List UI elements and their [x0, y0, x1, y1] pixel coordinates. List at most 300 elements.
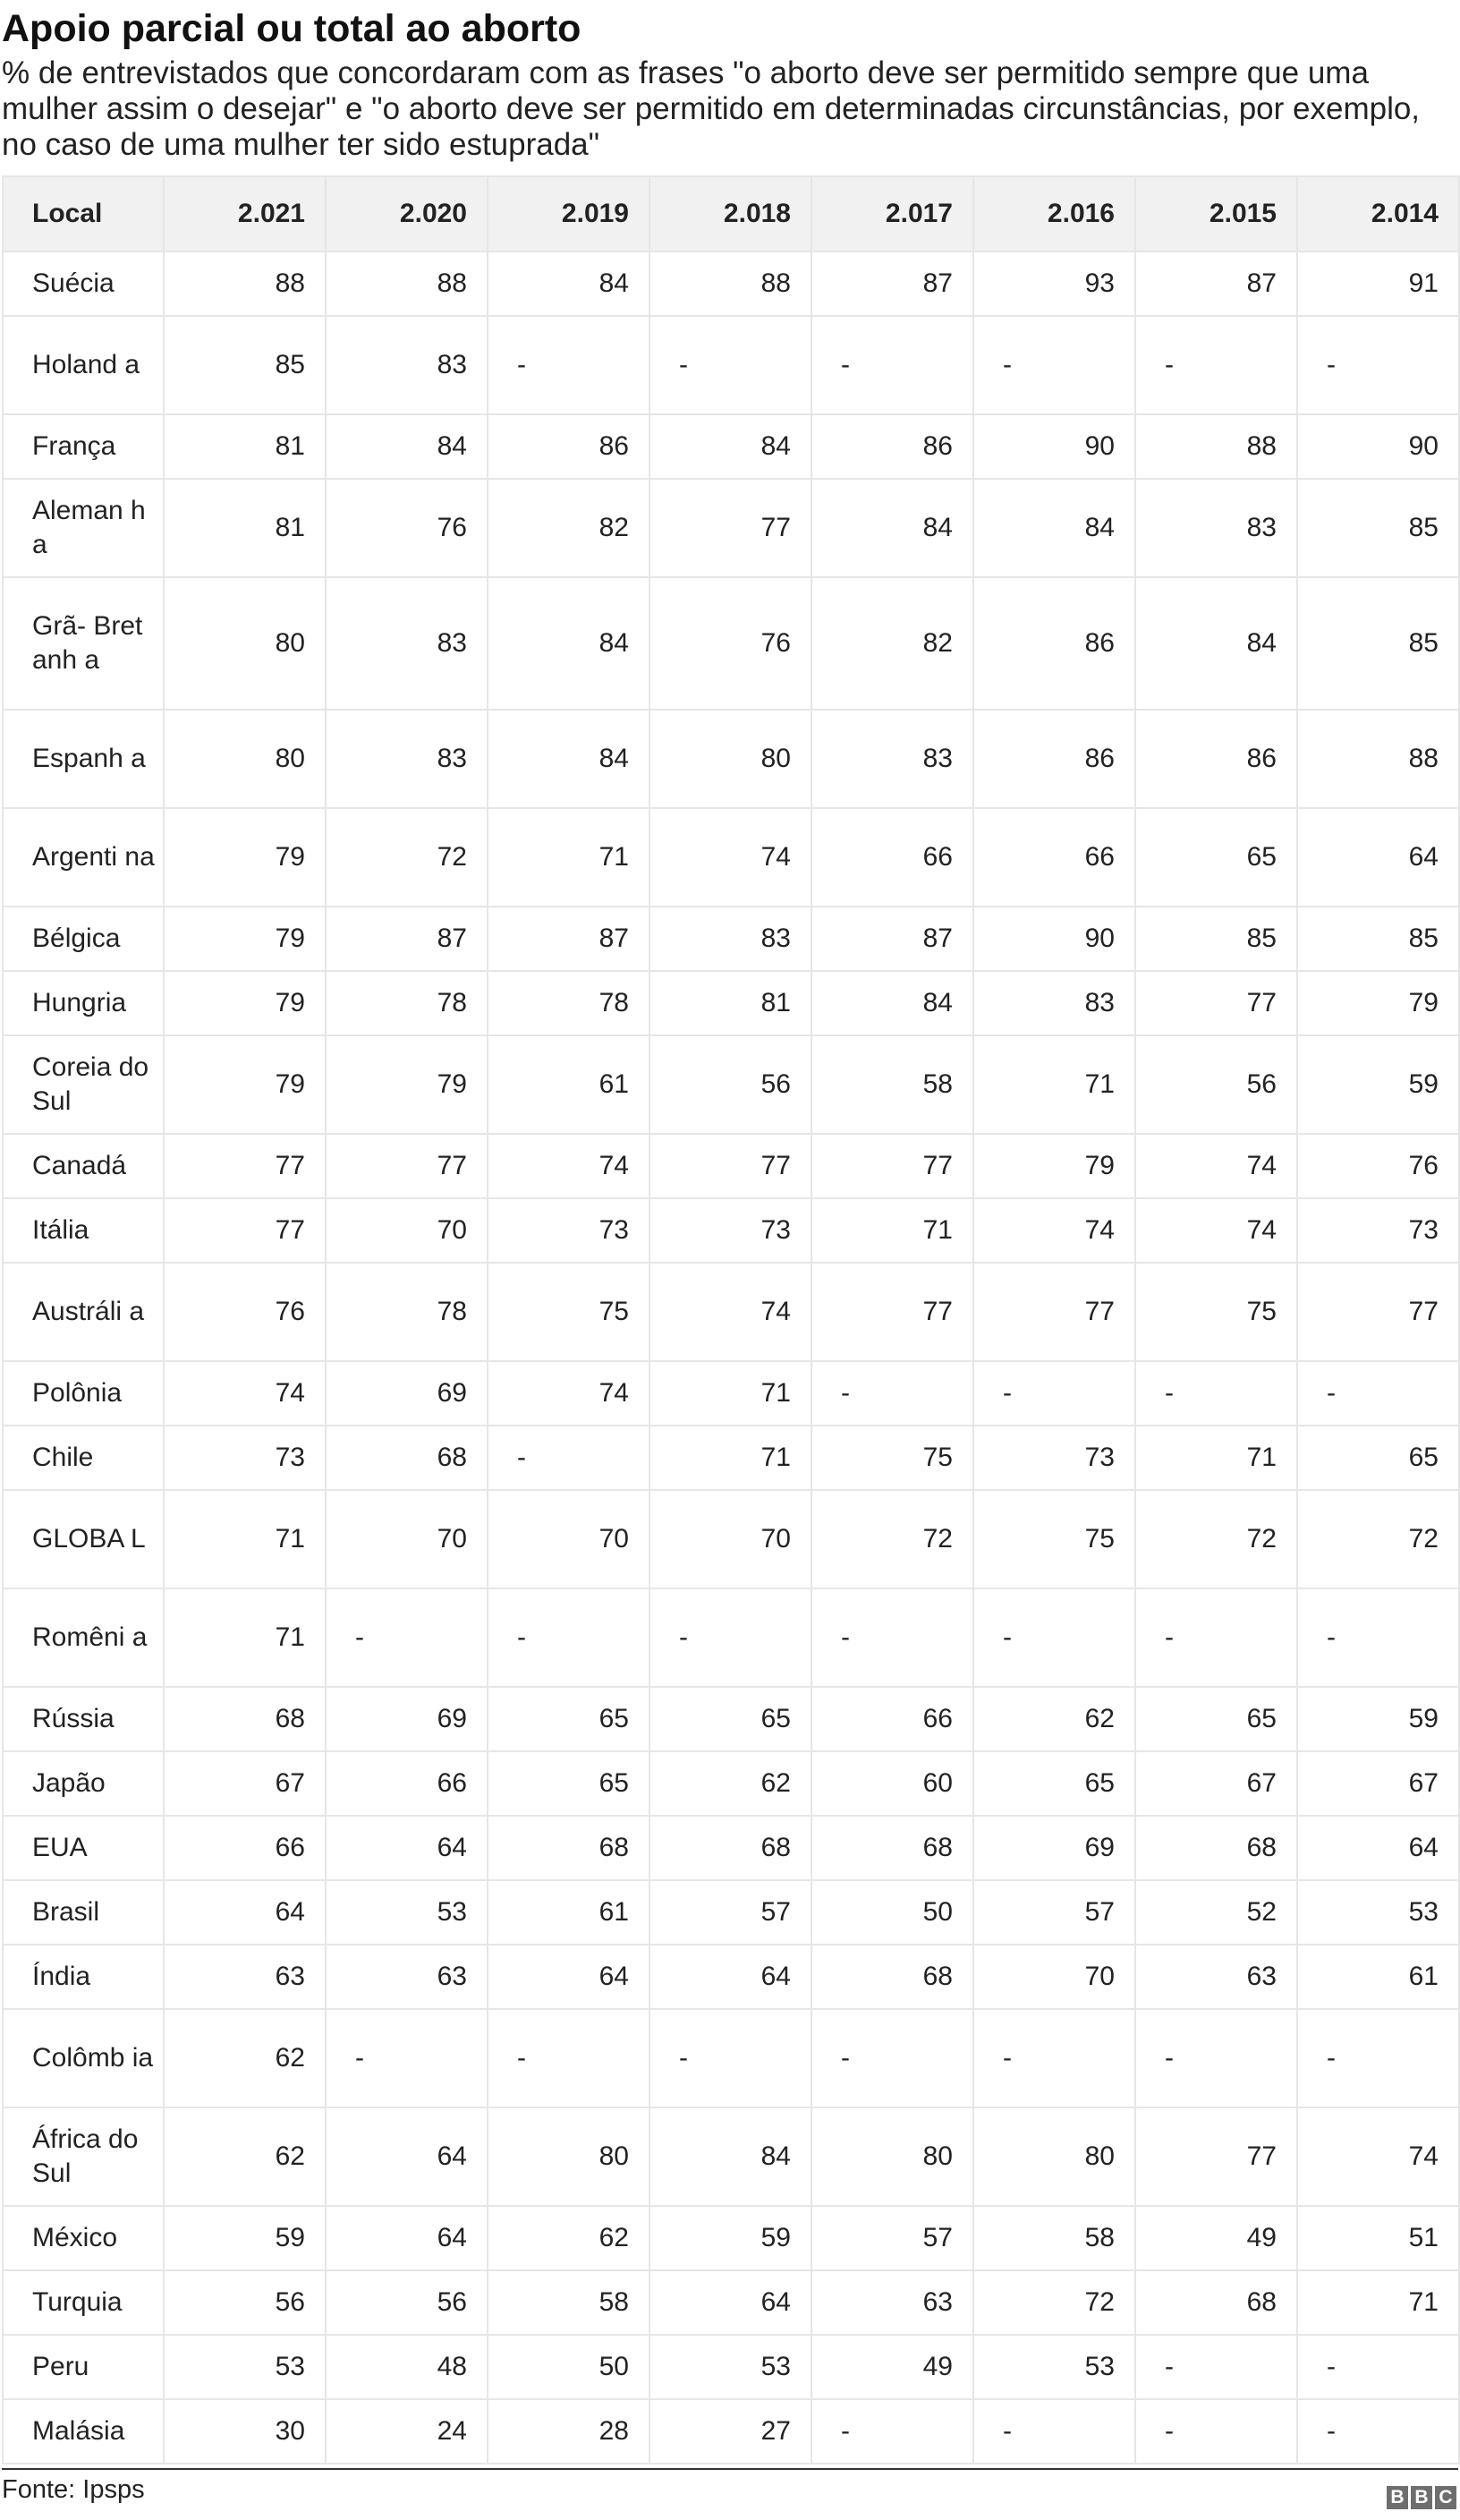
- table-cell: 74: [1135, 1198, 1297, 1263]
- table-row: [3, 1945, 1459, 2009]
- table-row: [3, 2009, 1459, 2107]
- column-header-2015: 2.015: [1135, 176, 1297, 251]
- column-header-2014: 2.014: [1297, 176, 1459, 251]
- table-cell: 77: [1297, 1263, 1459, 1361]
- table-cell: 65: [488, 1687, 649, 1751]
- table-row: [3, 479, 1459, 577]
- table-cell: 72: [1297, 1490, 1459, 1588]
- table-cell: 91: [1297, 251, 1459, 316]
- table-cell: -: [488, 316, 649, 414]
- table-cell: 79: [164, 808, 326, 907]
- table-cell: 83: [649, 907, 811, 971]
- table-cell: 77: [164, 1134, 326, 1198]
- table-cell: 56: [326, 2270, 488, 2335]
- table-row: [3, 907, 1459, 971]
- table-cell: 62: [649, 1751, 811, 1816]
- table-cell: 74: [649, 1263, 811, 1361]
- table-cell: 64: [164, 1880, 326, 1945]
- table-cell: 70: [326, 1198, 488, 1263]
- table-cell: 65: [973, 1751, 1135, 1816]
- table-cell: 68: [164, 1687, 326, 1751]
- table-cell: 30: [164, 2399, 326, 2464]
- table-cell: 59: [1297, 1687, 1459, 1751]
- table-cell: 71: [649, 1426, 811, 1490]
- row-label: Aleman ha: [3, 479, 164, 577]
- table-row: [3, 1490, 1459, 1588]
- table-cell: 75: [973, 1490, 1135, 1588]
- table-cell: 63: [326, 1945, 488, 2009]
- table-cell: 79: [326, 1035, 488, 1134]
- table-cell: 72: [811, 1490, 973, 1588]
- table-cell: 65: [649, 1687, 811, 1751]
- table-cell: 76: [1297, 1134, 1459, 1198]
- table-cell: 90: [973, 414, 1135, 479]
- table-cell: 84: [488, 577, 649, 710]
- table-row: [3, 2270, 1459, 2335]
- table-cell: 62: [164, 2107, 326, 2206]
- table-row: [3, 1687, 1459, 1751]
- table-row: [3, 414, 1459, 479]
- row-label: Coreia do Sul: [3, 1035, 164, 1134]
- column-header-2016: 2.016: [973, 176, 1135, 251]
- table-cell: -: [326, 2009, 488, 2107]
- row-label: Japão: [3, 1751, 164, 1816]
- table-cell: 56: [1135, 1035, 1297, 1134]
- row-label: Índia: [3, 1945, 164, 2009]
- table-cell: 64: [1297, 808, 1459, 907]
- table-row: [3, 2107, 1459, 2206]
- table-cell: 66: [811, 1687, 973, 1751]
- table-row: [3, 1816, 1459, 1880]
- table-cell: 69: [326, 1687, 488, 1751]
- table-cell: 61: [1297, 1945, 1459, 2009]
- row-label: França: [3, 414, 164, 479]
- chart-subtitle: % de entrevistados que concordaram com as frases "o aborto deve ser permitido sempre que uma mulher assim o desejar" e "o aborto deve ser permitido em determinadas circunstâncias, por exemplo, no caso de uma mulher ter sido estuprada": [2, 55, 1421, 162]
- table-cell: -: [973, 1361, 1135, 1426]
- row-label: Grã- Bretanh a: [3, 577, 164, 710]
- table-cell: 65: [488, 1751, 649, 1816]
- footer-divider: [2, 2468, 1458, 2470]
- table-cell: 58: [811, 1035, 973, 1134]
- table-cell: 66: [973, 808, 1135, 907]
- logo-letter: B: [1411, 2486, 1432, 2509]
- table-cell: -: [1297, 2009, 1459, 2107]
- table-cell: 82: [811, 577, 973, 710]
- logo-letter: B: [1387, 2486, 1408, 2509]
- table-row: [3, 1588, 1459, 1687]
- table-cell: 77: [649, 1134, 811, 1198]
- table-cell: 71: [488, 808, 649, 907]
- table-row: [3, 1361, 1459, 1426]
- row-label: África do Sul: [3, 2107, 164, 2206]
- table-cell: -: [326, 1588, 488, 1687]
- table-cell: 83: [973, 971, 1135, 1035]
- column-header-2019: 2.019: [488, 176, 649, 251]
- table-cell: 63: [164, 1945, 326, 2009]
- table-cell: 73: [1297, 1198, 1459, 1263]
- table-cell: 77: [649, 479, 811, 577]
- table-cell: 74: [488, 1134, 649, 1198]
- table-row: [3, 251, 1459, 316]
- table-cell: 66: [326, 1751, 488, 1816]
- table-cell: 59: [164, 2206, 326, 2270]
- table-row: [3, 971, 1459, 1035]
- table-cell: 62: [488, 2206, 649, 2270]
- column-header-2021: 2.021: [164, 176, 326, 251]
- table-cell: -: [973, 1588, 1135, 1687]
- table-cell: 77: [811, 1134, 973, 1198]
- table-row: [3, 1880, 1459, 1945]
- table-cell: -: [1135, 2335, 1297, 2399]
- table-cell: 80: [164, 710, 326, 808]
- row-label: Suécia: [3, 251, 164, 316]
- table-cell: -: [1135, 1361, 1297, 1426]
- table-cell: 68: [1135, 2270, 1297, 2335]
- table-cell: 76: [164, 1263, 326, 1361]
- source-note: Fonte: Ipsps: [2, 2475, 145, 2504]
- table-cell: 78: [326, 971, 488, 1035]
- table-cell: -: [1297, 316, 1459, 414]
- table-cell: 77: [1135, 2107, 1297, 2206]
- table-cell: 74: [164, 1361, 326, 1426]
- table-row: [3, 1263, 1459, 1361]
- table-cell: 81: [164, 479, 326, 577]
- table-row: [3, 2206, 1459, 2270]
- table-cell: 88: [1297, 710, 1459, 808]
- table-cell: 75: [488, 1263, 649, 1361]
- table-cell: 85: [164, 316, 326, 414]
- row-label: Hungria: [3, 971, 164, 1035]
- row-label: Brasil: [3, 1880, 164, 1945]
- row-label: México: [3, 2206, 164, 2270]
- table-cell: 84: [649, 414, 811, 479]
- table-cell: 86: [811, 414, 973, 479]
- row-label: GLOBA L: [3, 1490, 164, 1588]
- table-cell: 84: [649, 2107, 811, 2206]
- table-cell: 84: [488, 251, 649, 316]
- table-cell: 70: [326, 1490, 488, 1588]
- table-cell: 77: [326, 1134, 488, 1198]
- column-header-2020: 2.020: [326, 176, 488, 251]
- table-cell: 51: [1297, 2206, 1459, 2270]
- table-header-row: [3, 176, 1459, 251]
- table-cell: 77: [1135, 971, 1297, 1035]
- row-label: Rússia: [3, 1687, 164, 1751]
- table-cell: 62: [164, 2009, 326, 2107]
- table-row: [3, 2335, 1459, 2399]
- table-cell: 68: [811, 1816, 973, 1880]
- table-cell: -: [1135, 1588, 1297, 1687]
- table-cell: 75: [1135, 1263, 1297, 1361]
- table-row: [3, 710, 1459, 808]
- table-cell: 64: [488, 1945, 649, 2009]
- table-cell: 71: [649, 1361, 811, 1426]
- table-cell: 83: [326, 710, 488, 808]
- table-cell: 24: [326, 2399, 488, 2464]
- table-cell: 76: [326, 479, 488, 577]
- table-cell: 59: [1297, 1035, 1459, 1134]
- table-cell: 53: [326, 1880, 488, 1945]
- table-cell: 53: [164, 2335, 326, 2399]
- table-body: [3, 251, 1459, 2464]
- table-cell: 84: [326, 414, 488, 479]
- table-cell: 85: [1297, 907, 1459, 971]
- table-cell: -: [1297, 1361, 1459, 1426]
- table-cell: -: [973, 2009, 1135, 2107]
- table-row: [3, 1035, 1459, 1134]
- table-row: [3, 1751, 1459, 1816]
- table-cell: 86: [973, 577, 1135, 710]
- table-cell: 87: [811, 907, 973, 971]
- table-cell: 74: [1135, 1134, 1297, 1198]
- table-cell: 71: [164, 1490, 326, 1588]
- row-label: Chile: [3, 1426, 164, 1490]
- table-row: [3, 2399, 1459, 2464]
- table-cell: 84: [488, 710, 649, 808]
- table-cell: 88: [326, 251, 488, 316]
- table-cell: -: [488, 1426, 649, 1490]
- table-cell: -: [649, 316, 811, 414]
- table-cell: 48: [326, 2335, 488, 2399]
- table-cell: 71: [811, 1198, 973, 1263]
- table-cell: 87: [1135, 251, 1297, 316]
- table-cell: 71: [1297, 2270, 1459, 2335]
- table-cell: 80: [164, 577, 326, 710]
- chart-container: [0, 5, 1460, 2520]
- table-cell: 84: [811, 971, 973, 1035]
- table-cell: -: [973, 2399, 1135, 2464]
- table-cell: 64: [326, 2206, 488, 2270]
- row-label: Malásia: [3, 2399, 164, 2464]
- table-cell: 61: [488, 1880, 649, 1945]
- table-cell: 52: [1135, 1880, 1297, 1945]
- table-cell: 61: [488, 1035, 649, 1134]
- table-cell: 85: [1135, 907, 1297, 971]
- table-cell: 79: [1297, 971, 1459, 1035]
- chart-title: Apoio parcial ou total ao aborto: [2, 7, 581, 50]
- column-header-2018: 2.018: [649, 176, 811, 251]
- table-cell: 83: [326, 316, 488, 414]
- logo-letter: C: [1435, 2486, 1456, 2509]
- table-cell: 56: [649, 1035, 811, 1134]
- table-cell: 63: [811, 2270, 973, 2335]
- table-cell: 57: [649, 1880, 811, 1945]
- table-cell: 87: [488, 907, 649, 971]
- table-cell: 63: [1135, 1945, 1297, 2009]
- table-cell: 67: [1297, 1751, 1459, 1816]
- table-cell: 85: [1297, 479, 1459, 577]
- table-cell: 67: [1135, 1751, 1297, 1816]
- table-cell: 76: [649, 577, 811, 710]
- table-cell: 86: [973, 710, 1135, 808]
- table-cell: 64: [326, 1816, 488, 1880]
- table-cell: -: [488, 2009, 649, 2107]
- table-cell: 73: [164, 1426, 326, 1490]
- table-cell: 65: [1135, 808, 1297, 907]
- table-cell: 67: [164, 1751, 326, 1816]
- table-cell: 73: [488, 1198, 649, 1263]
- table-cell: 71: [164, 1588, 326, 1687]
- table-cell: 50: [488, 2335, 649, 2399]
- row-label: Bélgica: [3, 907, 164, 971]
- table-cell: 62: [973, 1687, 1135, 1751]
- table-cell: 49: [811, 2335, 973, 2399]
- table-cell: 74: [1297, 2107, 1459, 2206]
- table-cell: -: [1135, 316, 1297, 414]
- table-cell: 64: [1297, 1816, 1459, 1880]
- column-header-2017: 2.017: [811, 176, 973, 251]
- table-cell: 90: [973, 907, 1135, 971]
- table-cell: 57: [973, 1880, 1135, 1945]
- table-cell: 77: [973, 1263, 1135, 1361]
- table-cell: 72: [1135, 1490, 1297, 1588]
- table-row: [3, 1426, 1459, 1490]
- table-cell: -: [1135, 2009, 1297, 2107]
- table-cell: 68: [1135, 1816, 1297, 1880]
- table-cell: 66: [164, 1816, 326, 1880]
- table-cell: -: [811, 1361, 973, 1426]
- table-cell: -: [649, 1588, 811, 1687]
- table-cell: -: [973, 316, 1135, 414]
- table-cell: 80: [973, 2107, 1135, 2206]
- table-cell: 78: [488, 971, 649, 1035]
- table-cell: 70: [488, 1490, 649, 1588]
- table-cell: -: [811, 2399, 973, 2464]
- table-cell: 74: [973, 1198, 1135, 1263]
- table-cell: 65: [1297, 1426, 1459, 1490]
- table-cell: 80: [488, 2107, 649, 2206]
- table-cell: 74: [488, 1361, 649, 1426]
- table-cell: 64: [649, 1945, 811, 2009]
- table-cell: 73: [973, 1426, 1135, 1490]
- table-cell: 83: [326, 577, 488, 710]
- table-cell: 27: [649, 2399, 811, 2464]
- row-label: Polônia: [3, 1361, 164, 1426]
- table-cell: 90: [1297, 414, 1459, 479]
- table-cell: 68: [649, 1816, 811, 1880]
- data-table: [2, 175, 1460, 2465]
- table-cell: 78: [326, 1263, 488, 1361]
- table-row: [3, 316, 1459, 414]
- row-label: Romêni a: [3, 1588, 164, 1687]
- table-cell: 87: [326, 907, 488, 971]
- table-cell: 68: [326, 1426, 488, 1490]
- table-cell: 57: [811, 2206, 973, 2270]
- table-cell: 88: [164, 251, 326, 316]
- table-cell: 84: [811, 479, 973, 577]
- row-label: Canadá: [3, 1134, 164, 1198]
- table-cell: 86: [1135, 710, 1297, 808]
- table-row: [3, 808, 1459, 907]
- table-cell: -: [1297, 1588, 1459, 1687]
- table-cell: -: [649, 2009, 811, 2107]
- table-cell: 66: [811, 808, 973, 907]
- table-cell: 88: [649, 251, 811, 316]
- table-cell: 70: [973, 1945, 1135, 2009]
- table-cell: 81: [649, 971, 811, 1035]
- row-label: Colômb ia: [3, 2009, 164, 2107]
- table-cell: 88: [1135, 414, 1297, 479]
- table-cell: -: [1297, 2399, 1459, 2464]
- table-cell: 59: [649, 2206, 811, 2270]
- table-cell: 73: [649, 1198, 811, 1263]
- table-cell: 79: [973, 1134, 1135, 1198]
- table-cell: 69: [326, 1361, 488, 1426]
- table-cell: -: [811, 2009, 973, 2107]
- table-cell: 80: [811, 2107, 973, 2206]
- table-cell: 70: [649, 1490, 811, 1588]
- table-cell: 72: [326, 808, 488, 907]
- table-cell: 60: [811, 1751, 973, 1816]
- row-label: Argenti na: [3, 808, 164, 907]
- table-cell: 75: [811, 1426, 973, 1490]
- table-cell: 82: [488, 479, 649, 577]
- column-header-local: Local: [3, 176, 164, 251]
- table-cell: 84: [973, 479, 1135, 577]
- table-cell: 71: [1135, 1426, 1297, 1490]
- table-cell: 87: [811, 251, 973, 316]
- table-cell: 83: [811, 710, 973, 808]
- row-label: Peru: [3, 2335, 164, 2399]
- row-label: Austráli a: [3, 1263, 164, 1361]
- table-cell: 49: [1135, 2206, 1297, 2270]
- table-cell: 79: [164, 971, 326, 1035]
- table-row: [3, 1134, 1459, 1198]
- table-cell: 86: [488, 414, 649, 479]
- table-row: [3, 1198, 1459, 1263]
- table-cell: 28: [488, 2399, 649, 2464]
- row-label: Itália: [3, 1198, 164, 1263]
- table-cell: 83: [1135, 479, 1297, 577]
- row-label: EUA: [3, 1816, 164, 1880]
- table-cell: -: [1297, 2335, 1459, 2399]
- table-cell: 56: [164, 2270, 326, 2335]
- table-cell: 72: [973, 2270, 1135, 2335]
- table-cell: -: [488, 1588, 649, 1687]
- table-cell: 79: [164, 907, 326, 971]
- table-cell: 71: [973, 1035, 1135, 1134]
- table-cell: 85: [1297, 577, 1459, 710]
- table-cell: 58: [973, 2206, 1135, 2270]
- table-cell: 65: [1135, 1687, 1297, 1751]
- table-cell: 80: [649, 710, 811, 808]
- bbc-logo: [1387, 2486, 1456, 2509]
- table-row: [3, 577, 1459, 710]
- table-cell: 50: [811, 1880, 973, 1945]
- table-cell: 74: [649, 808, 811, 907]
- table-cell: 64: [326, 2107, 488, 2206]
- row-label: Turquia: [3, 2270, 164, 2335]
- table-cell: 58: [488, 2270, 649, 2335]
- table-cell: -: [1135, 2399, 1297, 2464]
- table-cell: 81: [164, 414, 326, 479]
- table-cell: 64: [649, 2270, 811, 2335]
- table-cell: 77: [811, 1263, 973, 1361]
- table-cell: 53: [1297, 1880, 1459, 1945]
- table-cell: 77: [164, 1198, 326, 1263]
- table-cell: 93: [973, 251, 1135, 316]
- table-cell: 69: [973, 1816, 1135, 1880]
- row-label: Holand a: [3, 316, 164, 414]
- table-cell: 84: [1135, 577, 1297, 710]
- table-cell: 68: [811, 1945, 973, 2009]
- table-cell: 53: [649, 2335, 811, 2399]
- table-cell: -: [811, 316, 973, 414]
- table-cell: -: [811, 1588, 973, 1687]
- table-cell: 79: [164, 1035, 326, 1134]
- table-cell: 68: [488, 1816, 649, 1880]
- row-label: Espanh a: [3, 710, 164, 808]
